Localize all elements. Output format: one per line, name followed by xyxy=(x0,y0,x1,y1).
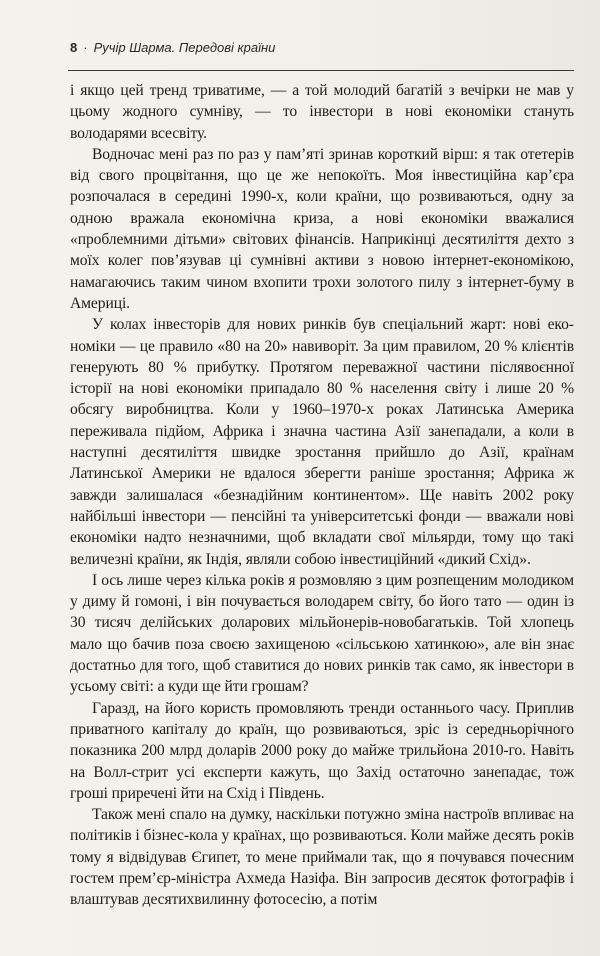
header-rule xyxy=(68,70,574,71)
paragraph-6: Також мені спало на думку, наскільки потужно зміна настроїв впливає на політиків і бізнес-кола у країнах, що розвиваються. Коли майже десять років тому я відвідував Єгипет, то мене приймали так, що я почувався почесним гостем прем’єр-міністра Ахмеда Назіфа. Він запросив десяток фотографів і влаштував десятихвилинну фотосесію, а потім xyxy=(70,806,574,909)
paragraph-2: Водночас мені раз по раз у пам’яті зринав короткий вірш: я так отетерів від свого процвітання, що це же непокоїть. Моя інвестиційна кар’єра розпочалася в середині 1990-х, коли країни, що розвиваються, одну за одною вражала економічна криза, а нові економіки вважалися «проблемними дітьми» світових фінансів. Наприкінці десятиліття дехто з моїх колег пов’язував ці сумнівні активи з новою інтернет-економікою, намагаючись таким чином вхопити трохи золотого пилу з інтернет-буму в Америці. xyxy=(70,145,574,312)
paragraph-1: і якщо цей тренд триватиме, — а той молодий багатій з вечірки не мав у цьому жодного сумніву, — то інвестори в нові економіки стануть володарями всесвіту. xyxy=(70,82,574,142)
header-separator: · xyxy=(83,40,88,55)
running-title: Ручір Шарма. Передові країни xyxy=(93,40,276,55)
paragraph-5: Гаразд, на його користь промовляють тренди останнього часу. Приплив приватного капіталу до країн, що розвиваються, зріс із середньорічного показника 200 млрд доларів 2000 року до майже трильйона 2010-го. Навіть на Волл-стрит усі експерти кажуть, що Захід остаточно занепадає, тож гроші приречені йти на Схід і Південь. xyxy=(70,699,574,802)
paragraph-3: У колах інвесторів для нових ринків був спеціальний жарт: нові економіки — це правило «80 на 20» навиворіт. За цим правилом, 20 % клієнтів генерують 80 % прибутку. Протягом переважної частини післявоєнної історії на нові економіки припадало 80 % населення світу і лише 20 % обсягу виробництва. Коли у 1960–1970-х роках Латинська Америка переживала підйом, Африка і значна частина Азії занепадали, а коли в наступні десятиліття швидке зростання прийшло до Азії, країнам Латинської Америки не вдалося зберегти раніше зростання; Африка ж завжди залишалася «безнадійним континентом». Ще навіть 2002 року найбільші інвестори — пенсійні та університетські фонди — вважали нові економіки надто незначними, щоб вкладати свої мільярди, тому що такі величезні країни, як Індія, являли собою інвестиційний «дикий Схід». xyxy=(70,316,574,568)
body-text xyxy=(70,80,574,911)
running-head xyxy=(70,40,530,55)
page-number: 8 xyxy=(70,40,78,55)
paragraph-4: І ось лише через кілька років я розмовляю з цим розпещеним молодиком у диму й гомоні, і він почувається володарем світу, бо його тато — один із 30 тисяч делійських доларових мільйонерів-новобагатьків. Той хлопець мало що бачив поза своєю захищеною «сільською хатинкою», але він знає достатньо для того, щоб ставитися до нових ринків так само, як інвестори в усьому світі: а куди ще йти грошам? xyxy=(70,571,574,696)
